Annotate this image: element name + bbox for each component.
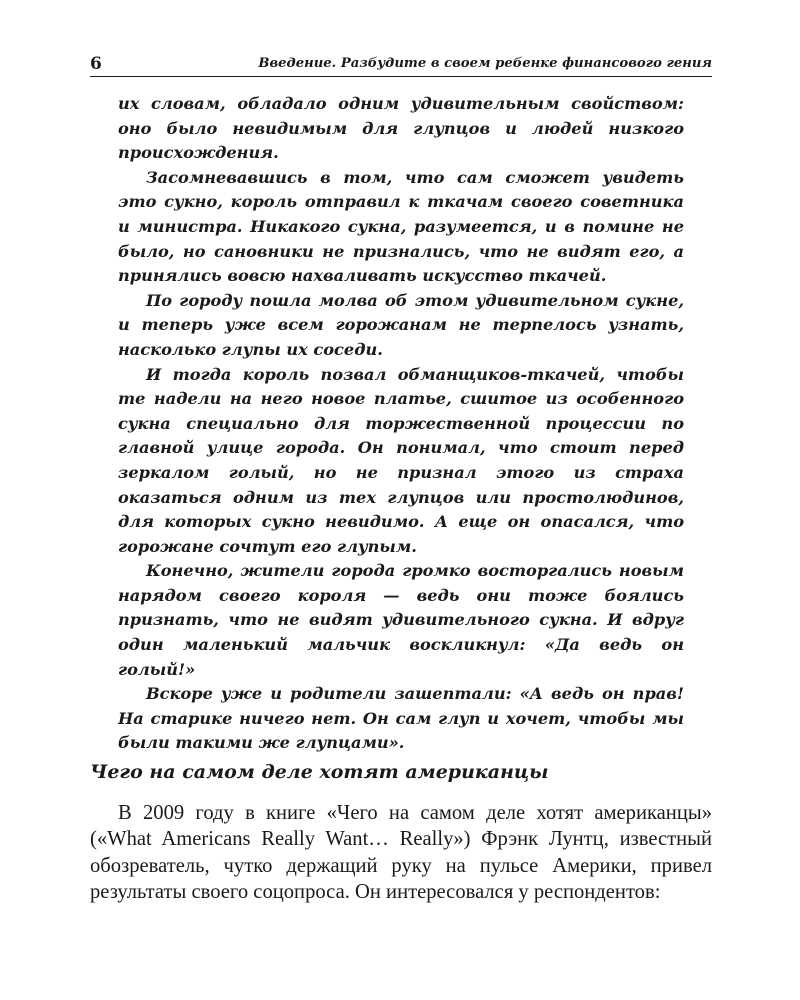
- story-paragraph: их словам, обладало одним удивительным свойством: оно было невидимым для глупцов и людей низкого происхождения.: [118, 94, 684, 163]
- story-paragraph: Конечно, жители города громко восторгались новым нарядом своего короля — ведь они тоже боялись признать, что не видят удивительного сукна. И вдруг один маленький мальчик воскликнул: «Да ведь он голый!»: [118, 561, 684, 679]
- story-paragraph: И тогда король позвал обманщиков-ткачей, чтобы те надели на него новое платье, сшитое из особенного сукна специально для торжественной процессии по главной улице города. Он понимал, что стоит перед зеркалом голый, но не признал этого из страха оказаться одним из тех глупцов или простолюдинов, для которых сукно невидимо. А еще он опасался, что горожане сочтут его глупым.: [118, 364, 684, 556]
- fairy-tale-excerpt: [118, 92, 684, 756]
- story-paragraph: Вскоре уже и родители зашептали: «А ведь он прав! На старике ничего нет. Он сам глуп и хочет, чтобы мы были такими же глупцами».: [118, 684, 684, 753]
- story-paragraph: Засомневавшись в том, что сам сможет увидеть это сукно, король отправил к ткачам своего советника и министра. Никакого сукна, разумеется, и в помине не было, но сановники не признались, что не видят его, а принялись вовсю нахваливать искусство ткачей.: [118, 167, 684, 286]
- section-body: [90, 800, 712, 906]
- body-paragraph: В 2009 году в книге «Чего на самом деле хотят американцы» («What Americans Really Want… Really») Фрэнк Лунтц, известный обозреватель, чутко держащий руку на пульсе Америки, привел результаты своего соцопроса. Он интересовался у респондентов:: [90, 802, 712, 904]
- running-header: [90, 52, 712, 77]
- story-paragraph: По городу пошла молва об этом удивительном сукне, и теперь уже всем горожанам не терпелось узнать, насколько глупы их соседи.: [118, 290, 684, 359]
- section-heading: Чего на самом деле хотят американцы: [90, 761, 549, 783]
- page-number: 6: [90, 54, 102, 74]
- running-title: Введение. Разбудите в своем ребенке финансового гения: [258, 56, 712, 71]
